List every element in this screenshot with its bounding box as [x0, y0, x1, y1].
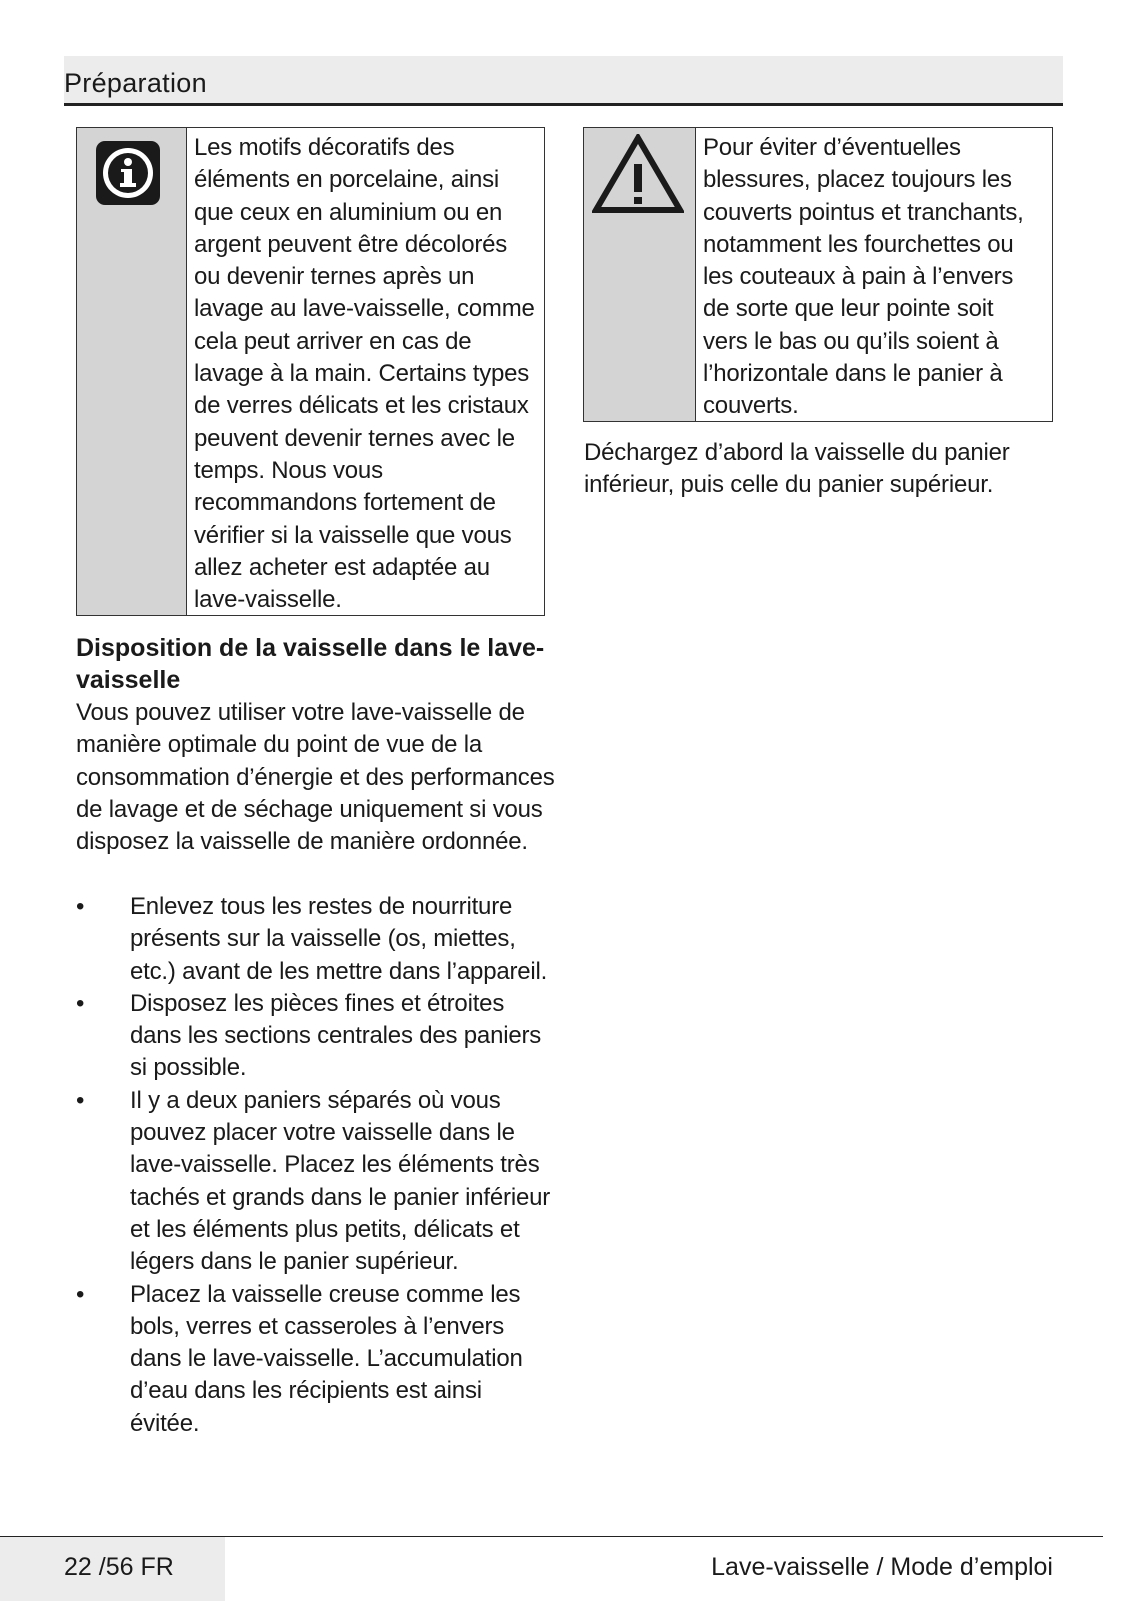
warning-note-text: Pour éviter d’éventuelles blessures, placez toujours les couverts pointus et tranchants, notamment les fourchettes ou les couteaux à pain à l’envers de sorte que leur pointe soit vers le bas ou qu’ils soient à l’horizontale dans le panier à couverts.: [703, 134, 1024, 420]
list-item-text: Il y a deux paniers séparés où vous pouvez placer votre vaisselle dans le lave-vaisselle. Placez les éléments très tachés et grands dans le panier inférieur et les éléments plus petits, délicats et légers dans le panier supérieur.: [130, 1086, 551, 1276]
bullet-icon: •: [76, 1280, 85, 1308]
bullet-icon: •: [76, 989, 85, 1017]
list-item-text: Placez la vaisselle creuse comme les bols, verres et casseroles à l’envers dans le lave-vaisselle. L’accumulation d’eau dans les récipients est ainsi évitée.: [130, 1280, 523, 1437]
list-item: [76, 988, 556, 1085]
section-title: Préparation: [64, 68, 207, 98]
footer-page-box: [0, 1537, 225, 1601]
warning-note-box: [583, 127, 1053, 422]
list-item: [76, 891, 556, 988]
footer-doc-title: Lave-vaisselle / Mode d’emploi: [711, 1553, 1053, 1581]
info-icon: [95, 140, 161, 206]
page-number: 22 /56 FR: [64, 1553, 174, 1581]
info-note-box: [76, 127, 545, 616]
section-intro: Vous pouvez utiliser votre lave-vaisselle de manière optimale du point de vue de la consommation d’énergie et des performances de lavage et de séchage uniquement si vous disposez la vaisselle de manière ordonnée.: [76, 699, 555, 856]
bullet-icon: •: [76, 1086, 85, 1114]
warning-icon-column: [584, 128, 696, 421]
section-heading: Disposition de la vaisselle dans le lave-vaisselle: [76, 634, 545, 694]
info-note-text: Les motifs décoratifs des éléments en porcelaine, ainsi que ceux en aluminium ou en argent peuvent être décolorés ou devenir ternes après un lavage au lave-vaisselle, comme cela peut arriver en cas de lavage à la main. Certains types de verres délicats et les cristaux peuvent devenir ternes avec le temps. Nous vous recommandons fortement de vérifier si la vaisselle que vous allez acheter est adaptée au lave-vaisselle.: [194, 134, 535, 614]
list-item: [76, 1085, 556, 1279]
bullet-list: [76, 891, 556, 1440]
list-item-text: Enlevez tous les restes de nourriture présents sur la vaisselle (os, miettes, etc.) avant de les mettre dans l’appareil.: [130, 893, 548, 985]
list-item: [76, 1279, 556, 1440]
unload-instruction: Déchargez d’abord la vaisselle du panier inférieur, puis celle du panier supérieur.: [584, 439, 1010, 499]
warning-icon: [592, 134, 684, 214]
page-header: [64, 56, 1063, 106]
info-icon-column: [77, 128, 187, 615]
list-item-text: Disposez les pièces fines et étroites dans les sections centrales des paniers si possible.: [130, 989, 542, 1082]
bullet-icon: •: [76, 893, 85, 920]
